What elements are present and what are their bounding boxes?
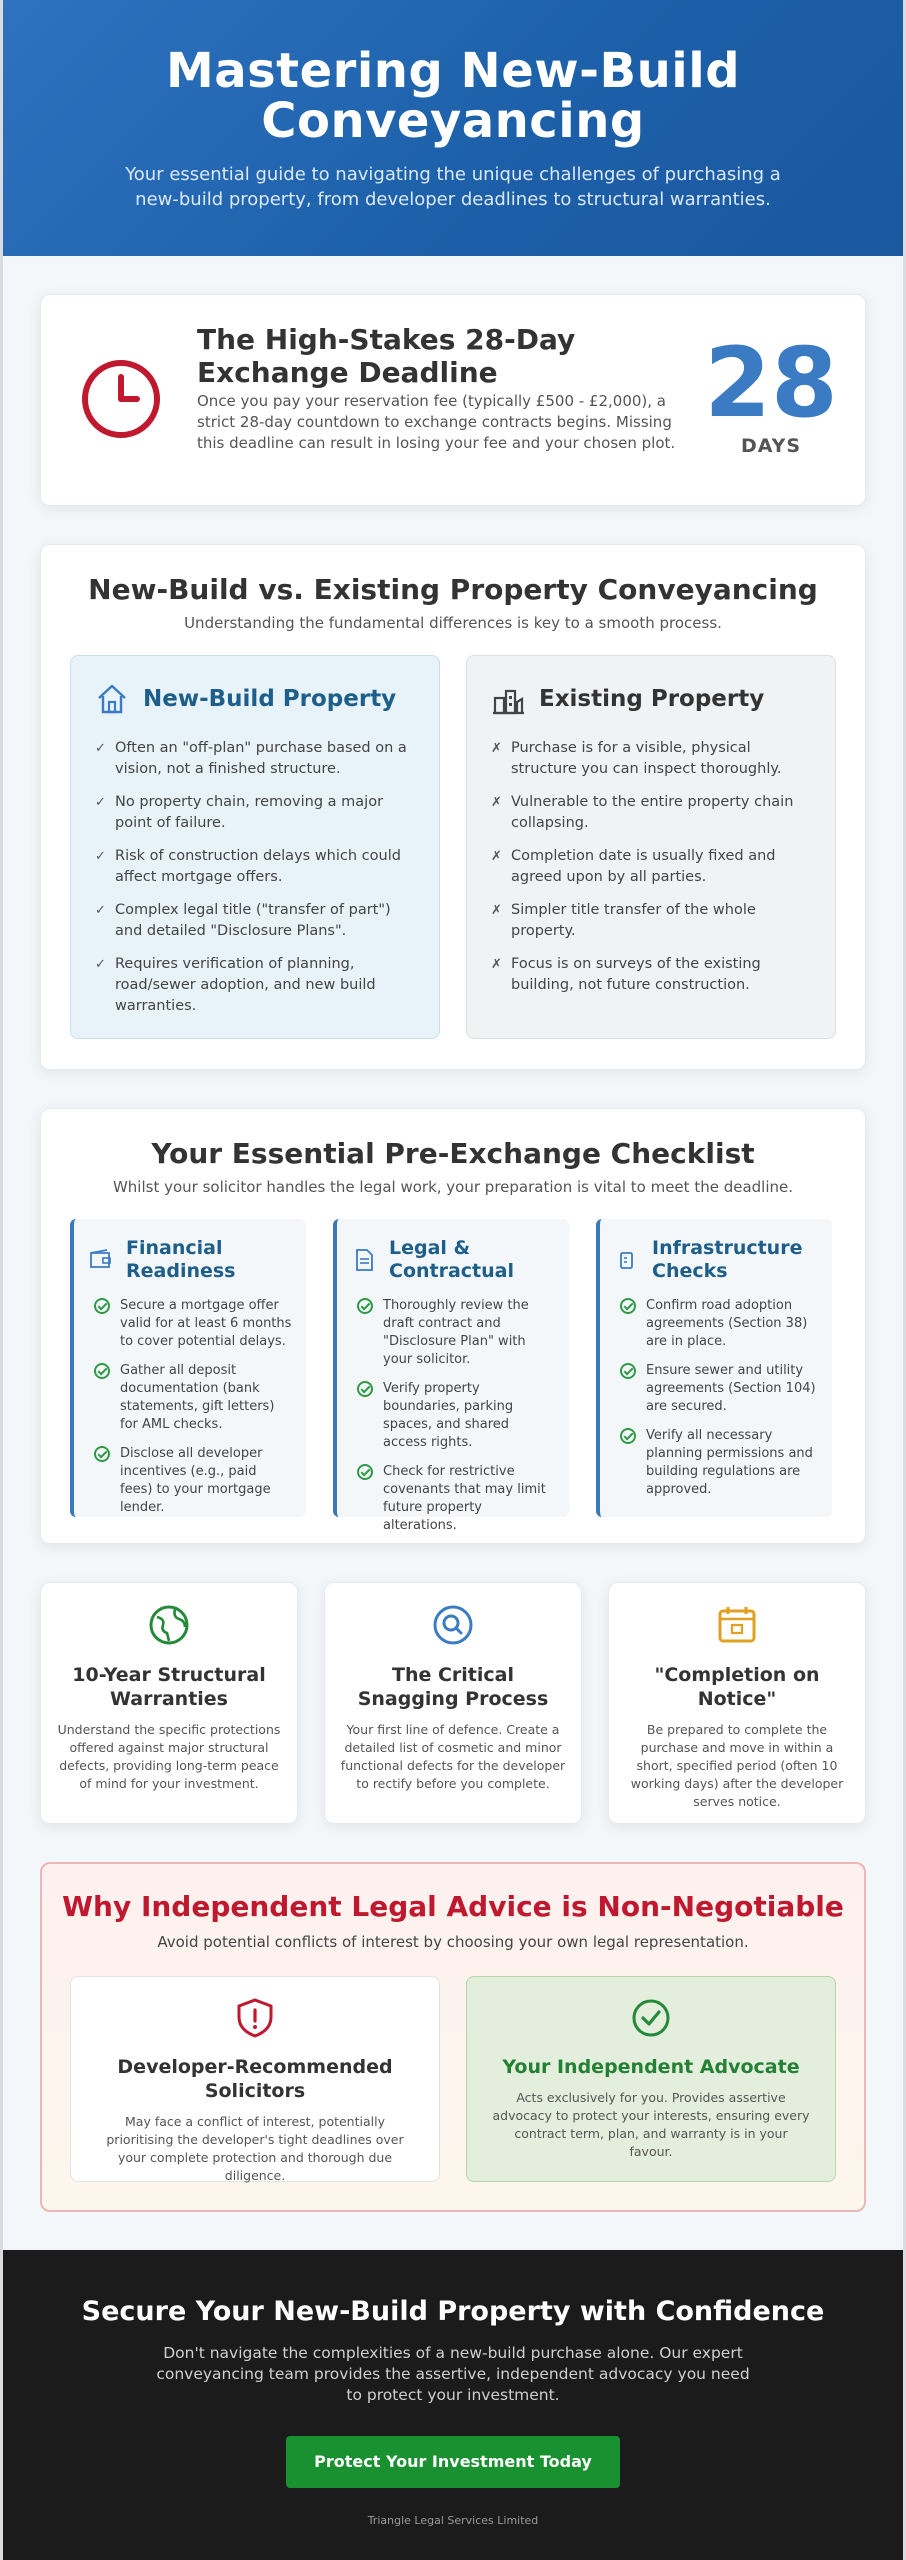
calendar-icon bbox=[715, 1603, 759, 1647]
check-circle-icon bbox=[357, 1464, 373, 1480]
comparison-subtitle: Understanding the fundamental differences is key to a smooth process. bbox=[184, 614, 722, 632]
clock-icon bbox=[77, 355, 165, 443]
feature-card-completion bbox=[608, 1582, 866, 1824]
check-circle-icon bbox=[94, 1446, 110, 1462]
checklist-column-heading: Legal & Contractual bbox=[389, 1237, 515, 1282]
footer-text: Don't navigate the complexities of a new-build purchase alone. Our expert conveyancing team provides the assertive, independent advocacy you need to protect your investment. bbox=[156, 2344, 750, 2404]
checklist-column-heading: Infrastructure Checks bbox=[652, 1237, 803, 1282]
deadline-card bbox=[40, 294, 866, 506]
deadline-unit: DAYS bbox=[740, 435, 802, 457]
check-circle-icon bbox=[630, 1997, 672, 2039]
deadline-title: The High-Stakes 28-Day Exchange Deadline bbox=[197, 323, 576, 389]
checklist-item: Disclose all developer incentives (e.g., paid fees) to your mortgage lender. bbox=[88, 1445, 292, 1517]
feature-text: Be prepared to complete the purchase and move in within a short, specified period (often 10 working days) after the developer serves notice. bbox=[630, 1722, 844, 1809]
checklist-item: Confirm road adoption agreements (Section 38) are in place. bbox=[614, 1297, 818, 1351]
feature-card-snagging bbox=[324, 1582, 582, 1824]
checklist-item: Verify all necessary planning permissions and building regulations are approved. bbox=[614, 1427, 818, 1499]
developer-text: May face a conflict of interest, potentially prioritising the developer's tight deadlines over your complete protection and thorough due diligence. bbox=[106, 2114, 404, 2183]
check-circle-icon bbox=[357, 1381, 373, 1397]
page-subtitle: Your essential guide to navigating the unique challenges of purchasing a new-build property, from developer deadlines to structural warranties. bbox=[125, 164, 781, 210]
hero-banner bbox=[0, 0, 906, 256]
document-icon bbox=[351, 1247, 377, 1273]
independent-title: Your Independent Advocate bbox=[502, 2056, 800, 2078]
list-item: ✓ Complex legal title ("transfer of part") and detailed "Disclosure Plans". bbox=[95, 902, 391, 939]
list-item: ✓ No property chain, removing a major point of failure. bbox=[95, 794, 384, 831]
independent-advocate-panel bbox=[466, 1976, 836, 2182]
feature-text: Your first line of defence. Create a detailed list of cosmetic and minor functional defects for the developer to rectify before you complete. bbox=[340, 1722, 566, 1791]
checklist-column-financial bbox=[70, 1219, 306, 1517]
feature-title: The Critical Snagging Process bbox=[357, 1664, 549, 1710]
check-circle-icon bbox=[620, 1428, 636, 1444]
existing-panel bbox=[466, 655, 836, 1039]
checklist-item: Check for restrictive covenants that may limit future property alterations. bbox=[351, 1463, 555, 1535]
list-item: ✗ Vulnerable to the entire property chain collapsing. bbox=[491, 794, 794, 831]
magnifier-icon bbox=[431, 1603, 475, 1647]
check-circle-icon bbox=[620, 1298, 636, 1314]
feature-title: 10-Year Structural Warranties bbox=[72, 1664, 266, 1710]
checklist-column-infrastructure bbox=[596, 1219, 832, 1517]
warning-shield-icon bbox=[234, 1997, 276, 2039]
checklist-title: Your Essential Pre-Exchange Checklist bbox=[151, 1137, 755, 1170]
checklist-item: Secure a mortgage offer valid for at least 6 months to cover potential delays. bbox=[88, 1297, 292, 1351]
check-circle-icon bbox=[94, 1363, 110, 1379]
checklist-item: Gather all deposit documentation (bank statements, gift letters) for AML checks. bbox=[88, 1362, 292, 1434]
globe-icon bbox=[147, 1603, 191, 1647]
list-item: ✓ Often an "off-plan" purchase based on a vision, not a finished structure. bbox=[95, 740, 407, 777]
protect-investment-button[interactable]: Protect Your Investment Today bbox=[286, 2436, 620, 2488]
list-item: ✗ Purchase is for a visible, physical structure you can inspect thoroughly. bbox=[491, 740, 782, 777]
footer-title: Secure Your New-Build Property with Confidence bbox=[81, 2296, 825, 2327]
advice-subtitle: Avoid potential conflicts of interest by choosing your own legal representation. bbox=[157, 1933, 749, 1951]
feature-text: Understand the specific protections offered against major structural defects, providing long-term peace of mind for your investment. bbox=[57, 1722, 281, 1791]
advice-section bbox=[40, 1862, 866, 2212]
new-build-heading: New-Build Property bbox=[143, 686, 397, 712]
advice-title: Why Independent Legal Advice is Non-Negotiable bbox=[62, 1890, 844, 1923]
list-item: ✓ Risk of construction delays which could affect mortgage offers. bbox=[95, 848, 401, 885]
developer-solicitors-panel bbox=[70, 1976, 440, 2182]
wallet-icon bbox=[88, 1247, 114, 1273]
deadline-text: Once you pay your reservation fee (typically £500 - £2,000), a strict 28-day countdown to exchange contracts begins. Missing this deadline can result in losing your fee and your chosen plot. bbox=[197, 392, 676, 452]
checklist-item: Thoroughly review the draft contract and "Disclosure Plan" with your solicitor. bbox=[351, 1297, 555, 1369]
copyright-text: Triangle Legal Services Limited bbox=[367, 2514, 539, 2527]
developer-title: Developer-Recommended Solicitors bbox=[117, 2056, 393, 2102]
independent-text: Acts exclusively for you. Provides assertive advocacy to protect your interests, ensuring every contract term, plan, and warranty is in your favour. bbox=[492, 2090, 810, 2159]
infrastructure-icon bbox=[614, 1247, 640, 1273]
city-buildings-icon bbox=[491, 682, 525, 716]
checklist-subtitle: Whilst your solicitor handles the legal work, your preparation is vital to meet the deadline. bbox=[112, 1178, 794, 1196]
check-circle-icon bbox=[357, 1298, 373, 1314]
checklist-column-heading: Financial Readiness bbox=[126, 1237, 236, 1282]
new-build-panel bbox=[70, 655, 440, 1039]
checklist-column-legal bbox=[333, 1219, 569, 1533]
list-item: ✗ Completion date is usually fixed and agreed upon by all parties. bbox=[491, 848, 776, 885]
list-item: ✗ Focus is on surveys of the existing building, not future construction. bbox=[491, 956, 761, 993]
check-circle-icon bbox=[620, 1363, 636, 1379]
house-icon bbox=[95, 682, 129, 716]
checklist-item: Verify property boundaries, parking spaces, and shared access rights. bbox=[351, 1380, 555, 1452]
checklist-item: Ensure sewer and utility agreements (Section 104) are secured. bbox=[614, 1362, 818, 1416]
list-item: ✓ Requires verification of planning, road/sewer adoption, and new build warranties. bbox=[95, 956, 376, 1014]
comparison-title: New-Build vs. Existing Property Conveyancing bbox=[88, 573, 818, 606]
existing-heading: Existing Property bbox=[539, 686, 765, 712]
page-title: Mastering New-Build Conveyancing bbox=[165, 43, 741, 149]
list-item: ✗ Simpler title transfer of the whole property. bbox=[491, 902, 756, 939]
feature-card-warranties bbox=[40, 1582, 298, 1824]
comparison-section bbox=[40, 544, 866, 1070]
footer bbox=[0, 2250, 906, 2560]
feature-title: "Completion on Notice" bbox=[654, 1664, 820, 1710]
check-circle-icon bbox=[94, 1298, 110, 1314]
deadline-number: 28 bbox=[704, 327, 838, 439]
checklist-section bbox=[40, 1108, 866, 1544]
